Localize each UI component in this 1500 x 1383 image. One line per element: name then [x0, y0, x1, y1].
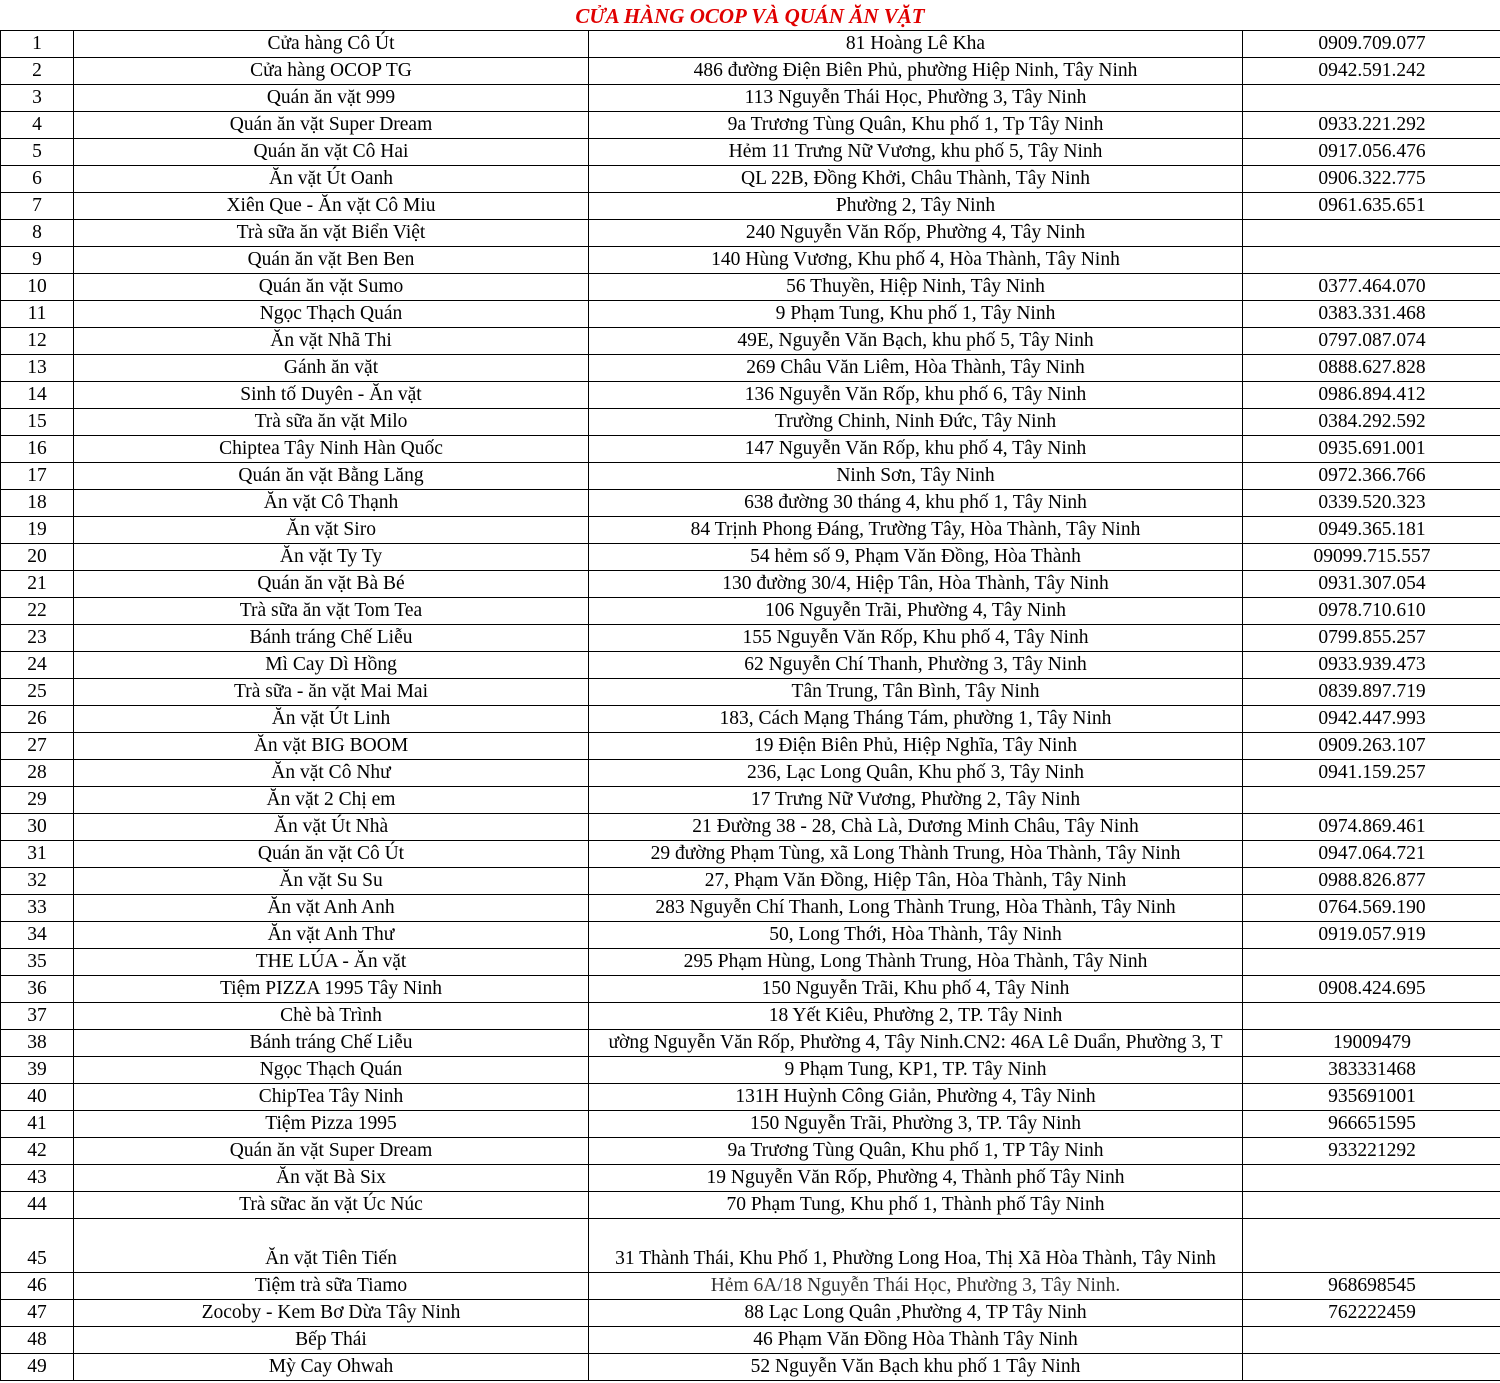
row-number-cell[interactable]: 15 — [1, 409, 74, 436]
store-name-cell[interactable]: Quán ăn vặt Super Dream — [74, 1138, 589, 1165]
row-number-cell[interactable]: 29 — [1, 787, 74, 814]
store-name-cell[interactable]: Quán ăn vặt Bà Bé — [74, 571, 589, 598]
store-name-cell[interactable]: Gánh ăn vặt — [74, 355, 589, 382]
phone-cell[interactable]: 0933.939.473 — [1243, 652, 1500, 679]
row-number-cell[interactable]: 6 — [1, 166, 74, 193]
phone-cell[interactable]: 383331468 — [1243, 1057, 1500, 1084]
address-cell[interactable]: 46 Phạm Văn Đồng Hòa Thành Tây Ninh — [589, 1327, 1243, 1354]
row-number-cell[interactable]: 35 — [1, 949, 74, 976]
row-number-cell[interactable]: 39 — [1, 1057, 74, 1084]
address-cell[interactable]: 62 Nguyễn Chí Thanh, Phường 3, Tây Ninh — [589, 652, 1243, 679]
store-name-cell[interactable]: Tiệm Pizza 1995 — [74, 1111, 589, 1138]
address-cell[interactable]: 106 Nguyễn Trãi, Phường 4, Tây Ninh — [589, 598, 1243, 625]
store-name-cell[interactable]: Ăn vặt Tiên Tiến — [74, 1219, 589, 1273]
store-name-cell[interactable]: Ăn vặt Út Oanh — [74, 166, 589, 193]
store-name-cell[interactable]: Cửa hàng OCOP TG — [74, 58, 589, 85]
table-row — [1, 139, 1500, 166]
row-number-cell[interactable]: 47 — [1, 1300, 74, 1327]
address-cell[interactable]: 18 Yết Kiêu, Phường 2, TP. Tây Ninh — [589, 1003, 1243, 1030]
address-cell[interactable]: 9a Trương Tùng Quân, Khu phố 1, Tp Tây Ninh — [589, 112, 1243, 139]
phone-cell[interactable]: 0839.897.719 — [1243, 679, 1500, 706]
table-row — [1, 922, 1500, 949]
address-cell[interactable]: Tân Trung, Tân Bình, Tây Ninh — [589, 679, 1243, 706]
phone-cell[interactable]: 0942.447.993 — [1243, 706, 1500, 733]
phone-cell[interactable]: 0917.056.476 — [1243, 139, 1500, 166]
phone-cell[interactable]: 0949.365.181 — [1243, 517, 1500, 544]
phone-cell[interactable]: 762222459 — [1243, 1300, 1500, 1327]
table-row — [1, 1219, 1500, 1273]
address-cell[interactable]: 269 Châu Văn Liêm, Hòa Thành, Tây Ninh — [589, 355, 1243, 382]
address-cell[interactable]: 84 Trịnh Phong Đáng, Trường Tây, Hòa Thành, Tây Ninh — [589, 517, 1243, 544]
phone-cell[interactable]: 0961.635.651 — [1243, 193, 1500, 220]
phone-cell[interactable]: 0906.322.775 — [1243, 166, 1500, 193]
phone-cell[interactable]: 0797.087.074 — [1243, 328, 1500, 355]
row-number-cell[interactable]: 3 — [1, 85, 74, 112]
row-number-cell[interactable]: 40 — [1, 1084, 74, 1111]
table-row — [1, 733, 1500, 760]
store-name-cell[interactable]: Ăn vặt 2 Chị em — [74, 787, 589, 814]
address-cell[interactable]: 9 Phạm Tung, KP1, TP. Tây Ninh — [589, 1057, 1243, 1084]
phone-cell[interactable]: 0339.520.323 — [1243, 490, 1500, 517]
row-number-cell[interactable]: 11 — [1, 301, 74, 328]
table-row — [1, 1165, 1500, 1192]
address-cell[interactable]: 19 Nguyễn Văn Rốp, Phường 4, Thành phố Tây Ninh — [589, 1165, 1243, 1192]
store-name-cell[interactable]: Quán ăn vặt Cô Út — [74, 841, 589, 868]
address-cell[interactable]: 486 đường Điện Biên Phủ, phường Hiệp Ninh, Tây Ninh — [589, 58, 1243, 85]
store-name-cell[interactable]: Chè bà Trình — [74, 1003, 589, 1030]
phone-cell[interactable]: 19009479 — [1243, 1030, 1500, 1057]
store-name-cell[interactable]: Ngọc Thạch Quán — [74, 301, 589, 328]
row-number-cell[interactable]: 25 — [1, 679, 74, 706]
phone-cell[interactable]: 0972.366.766 — [1243, 463, 1500, 490]
table-row — [1, 760, 1500, 787]
phone-cell[interactable]: 0941.159.257 — [1243, 760, 1500, 787]
phone-cell[interactable] — [1243, 949, 1500, 976]
table-row — [1, 1354, 1500, 1381]
row-number-cell[interactable]: 7 — [1, 193, 74, 220]
table-row — [1, 1057, 1500, 1084]
table-row — [1, 85, 1500, 112]
address-cell[interactable]: Hẻm 6A/18 Nguyễn Thái Học, Phường 3, Tây Ninh. — [589, 1273, 1243, 1300]
store-name-cell[interactable]: Trà sữac ăn vặt Úc Núc — [74, 1192, 589, 1219]
table-row — [1, 868, 1500, 895]
phone-cell[interactable]: 966651595 — [1243, 1111, 1500, 1138]
address-cell[interactable]: 136 Nguyễn Văn Rốp, khu phố 6, Tây Ninh — [589, 382, 1243, 409]
row-number-cell[interactable]: 46 — [1, 1273, 74, 1300]
table-row — [1, 652, 1500, 679]
sheet-title: CỬA HÀNG OCOP VÀ QUÁN ĂN VẶT — [575, 4, 925, 28]
store-name-cell[interactable]: Ăn vặt Siro — [74, 517, 589, 544]
table-row — [1, 598, 1500, 625]
phone-cell[interactable] — [1243, 1165, 1500, 1192]
address-cell[interactable]: 295 Phạm Hùng, Long Thành Trung, Hòa Thành, Tây Ninh — [589, 949, 1243, 976]
phone-cell[interactable]: 0978.710.610 — [1243, 598, 1500, 625]
phone-cell[interactable]: 0888.627.828 — [1243, 355, 1500, 382]
row-number-cell[interactable]: 17 — [1, 463, 74, 490]
table-row — [1, 409, 1500, 436]
table-row — [1, 1138, 1500, 1165]
row-number-cell[interactable]: 45 — [1, 1219, 74, 1273]
table-row — [1, 787, 1500, 814]
row-number-cell[interactable]: 1 — [1, 31, 74, 58]
address-cell[interactable]: QL 22B, Đồng Khởi, Châu Thành, Tây Ninh — [589, 166, 1243, 193]
store-name-cell[interactable]: Ăn vặt Bà Six — [74, 1165, 589, 1192]
row-number-cell[interactable]: 41 — [1, 1111, 74, 1138]
row-number-cell[interactable]: 20 — [1, 544, 74, 571]
store-name-cell[interactable]: Ăn vặt Út Linh — [74, 706, 589, 733]
store-name-cell[interactable]: Sinh tố Duyên - Ăn vặt — [74, 382, 589, 409]
store-name-cell[interactable]: Mì Cay Dì Hồng — [74, 652, 589, 679]
phone-cell[interactable]: 933221292 — [1243, 1138, 1500, 1165]
table-row — [1, 949, 1500, 976]
row-number-cell[interactable]: 48 — [1, 1327, 74, 1354]
row-number-cell[interactable]: 44 — [1, 1192, 74, 1219]
row-number-cell[interactable]: 19 — [1, 517, 74, 544]
address-cell[interactable]: 150 Nguyễn Trãi, Khu phố 4, Tây Ninh — [589, 976, 1243, 1003]
row-number-cell[interactable]: 34 — [1, 922, 74, 949]
table-row — [1, 166, 1500, 193]
row-number-cell[interactable]: 30 — [1, 814, 74, 841]
store-name-cell[interactable]: Ăn vặt BIG BOOM — [74, 733, 589, 760]
row-number-cell[interactable]: 37 — [1, 1003, 74, 1030]
row-number-cell[interactable]: 9 — [1, 247, 74, 274]
address-cell[interactable]: 155 Nguyễn Văn Rốp, Khu phố 4, Tây Ninh — [589, 625, 1243, 652]
store-name-cell[interactable]: Ăn vặt Anh Thư — [74, 922, 589, 949]
table-row — [1, 220, 1500, 247]
table-row — [1, 436, 1500, 463]
table-row — [1, 1273, 1500, 1300]
row-number-cell[interactable]: 16 — [1, 436, 74, 463]
table-row — [1, 463, 1500, 490]
store-name-cell[interactable]: Quán ăn vặt Cô Hai — [74, 139, 589, 166]
address-cell[interactable]: 19 Điện Biên Phủ, Hiệp Nghĩa, Tây Ninh — [589, 733, 1243, 760]
address-cell[interactable]: 17 Trưng Nữ Vương, Phường 2, Tây Ninh — [589, 787, 1243, 814]
table-row — [1, 571, 1500, 598]
row-number-cell[interactable]: 5 — [1, 139, 74, 166]
phone-cell[interactable]: 0764.569.190 — [1243, 895, 1500, 922]
row-number-cell[interactable]: 42 — [1, 1138, 74, 1165]
table-row — [1, 1030, 1500, 1057]
phone-cell[interactable]: 0799.855.257 — [1243, 625, 1500, 652]
store-name-cell[interactable]: Mỳ Cay Ohwah — [74, 1354, 589, 1381]
table-row — [1, 679, 1500, 706]
row-number-cell[interactable]: 23 — [1, 625, 74, 652]
row-number-cell[interactable]: 22 — [1, 598, 74, 625]
store-name-cell[interactable]: Quán ăn vặt Ben Ben — [74, 247, 589, 274]
store-name-cell[interactable]: Xiên Que - Ăn vặt Cô Miu — [74, 193, 589, 220]
phone-cell[interactable] — [1243, 787, 1500, 814]
store-name-cell[interactable]: Ăn vặt Su Su — [74, 868, 589, 895]
table-row — [1, 382, 1500, 409]
row-number-cell[interactable]: 8 — [1, 220, 74, 247]
address-cell[interactable]: 236, Lạc Long Quân, Khu phố 3, Tây Ninh — [589, 760, 1243, 787]
phone-cell[interactable] — [1243, 1219, 1500, 1273]
address-cell[interactable]: 27, Phạm Văn Đồng, Hiệp Tân, Hòa Thành, Tây Ninh — [589, 868, 1243, 895]
address-cell[interactable]: Ninh Sơn, Tây Ninh — [589, 463, 1243, 490]
address-cell[interactable]: 147 Nguyễn Văn Rốp, khu phố 4, Tây Ninh — [589, 436, 1243, 463]
table-row — [1, 544, 1500, 571]
address-cell[interactable]: 140 Hùng Vương, Khu phố 4, Hòa Thành, Tây Ninh — [589, 247, 1243, 274]
store-name-cell[interactable]: Quán ăn vặt Bằng Lăng — [74, 463, 589, 490]
table-row — [1, 247, 1500, 274]
table-row — [1, 1084, 1500, 1111]
table-row — [1, 814, 1500, 841]
address-cell[interactable]: 9a Trương Tùng Quân, Khu phố 1, TP Tây Ninh — [589, 1138, 1243, 1165]
store-name-cell[interactable]: Bánh tráng Chế Liễu — [74, 625, 589, 652]
table-row — [1, 31, 1500, 58]
store-name-cell[interactable]: Zocoby - Kem Bơ Dừa Tây Ninh — [74, 1300, 589, 1327]
row-number-cell[interactable]: 10 — [1, 274, 74, 301]
address-cell[interactable]: 54 hẻm số 9, Phạm Văn Đồng, Hòa Thành — [589, 544, 1243, 571]
row-number-cell[interactable]: 31 — [1, 841, 74, 868]
phone-cell[interactable]: 968698545 — [1243, 1273, 1500, 1300]
table-row — [1, 1111, 1500, 1138]
row-number-cell[interactable]: 27 — [1, 733, 74, 760]
phone-cell[interactable]: 935691001 — [1243, 1084, 1500, 1111]
phone-cell[interactable]: 0909.263.107 — [1243, 733, 1500, 760]
address-cell[interactable]: 52 Nguyễn Văn Bạch khu phố 1 Tây Ninh — [589, 1354, 1243, 1381]
phone-cell[interactable]: 0986.894.412 — [1243, 382, 1500, 409]
row-number-cell[interactable]: 33 — [1, 895, 74, 922]
phone-cell[interactable] — [1243, 85, 1500, 112]
row-number-cell[interactable]: 36 — [1, 976, 74, 1003]
phone-cell[interactable]: 0383.331.468 — [1243, 301, 1500, 328]
row-number-cell[interactable]: 18 — [1, 490, 74, 517]
store-table — [0, 30, 1500, 1381]
store-name-cell[interactable]: ChipTea Tây Ninh — [74, 1084, 589, 1111]
address-cell[interactable]: 240 Nguyễn Văn Rốp, Phường 4, Tây Ninh — [589, 220, 1243, 247]
address-cell[interactable]: Trường Chinh, Ninh Đức, Tây Ninh — [589, 409, 1243, 436]
store-name-cell[interactable]: Quán ăn vặt Super Dream — [74, 112, 589, 139]
address-cell[interactable]: 81 Hoàng Lê Kha — [589, 31, 1243, 58]
phone-cell[interactable] — [1243, 1354, 1500, 1381]
row-number-cell[interactable]: 32 — [1, 868, 74, 895]
address-cell[interactable]: ường Nguyễn Văn Rốp, Phường 4, Tây Ninh.CN2: 46A Lê Duẩn, Phường 3, T — [589, 1030, 1243, 1057]
address-cell[interactable]: 50, Long Thới, Hòa Thành, Tây Ninh — [589, 922, 1243, 949]
table-row — [1, 490, 1500, 517]
store-name-cell[interactable]: Ăn vặt Út Nhà — [74, 814, 589, 841]
phone-cell[interactable]: 0933.221.292 — [1243, 112, 1500, 139]
row-number-cell[interactable]: 38 — [1, 1030, 74, 1057]
address-cell[interactable]: 49E, Nguyễn Văn Bạch, khu phố 5, Tây Ninh — [589, 328, 1243, 355]
row-number-cell[interactable]: 24 — [1, 652, 74, 679]
row-number-cell[interactable]: 26 — [1, 706, 74, 733]
store-name-cell[interactable]: Trà sữa ăn vặt Tom Tea — [74, 598, 589, 625]
address-cell[interactable]: 131H Huỳnh Công Giản, Phường 4, Tây Ninh — [589, 1084, 1243, 1111]
address-cell[interactable]: 130 đường 30/4, Hiệp Tân, Hòa Thành, Tây Ninh — [589, 571, 1243, 598]
phone-cell[interactable]: 0935.691.001 — [1243, 436, 1500, 463]
table-row — [1, 112, 1500, 139]
row-number-cell[interactable]: 14 — [1, 382, 74, 409]
store-name-cell[interactable]: Trà sữa ăn vặt Biển Việt — [74, 220, 589, 247]
store-name-cell[interactable]: Chiptea Tây Ninh Hàn Quốc — [74, 436, 589, 463]
table-row — [1, 706, 1500, 733]
store-name-cell[interactable]: Quán ăn vặt Sumo — [74, 274, 589, 301]
phone-cell[interactable]: 0377.464.070 — [1243, 274, 1500, 301]
address-cell[interactable]: 29 đường Phạm Tùng, xã Long Thành Trung, Hòa Thành, Tây Ninh — [589, 841, 1243, 868]
address-cell[interactable]: 638 đường 30 tháng 4, khu phố 1, Tây Ninh — [589, 490, 1243, 517]
store-name-cell[interactable]: Trà sữa ăn vặt Milo — [74, 409, 589, 436]
phone-cell[interactable] — [1243, 220, 1500, 247]
table-row — [1, 841, 1500, 868]
table-row — [1, 976, 1500, 1003]
phone-cell[interactable]: 0384.292.592 — [1243, 409, 1500, 436]
store-name-cell[interactable]: Ăn vặt Nhã Thi — [74, 328, 589, 355]
store-name-cell[interactable]: Ăn vặt Cô Thạnh — [74, 490, 589, 517]
address-cell[interactable]: 113 Nguyễn Thái Học, Phường 3, Tây Ninh — [589, 85, 1243, 112]
row-number-cell[interactable]: 4 — [1, 112, 74, 139]
phone-cell[interactable]: 0974.869.461 — [1243, 814, 1500, 841]
phone-cell[interactable]: 0947.064.721 — [1243, 841, 1500, 868]
phone-cell[interactable]: 0988.826.877 — [1243, 868, 1500, 895]
store-name-cell[interactable]: Bếp Thái — [74, 1327, 589, 1354]
table-row — [1, 355, 1500, 382]
phone-cell[interactable] — [1243, 1327, 1500, 1354]
phone-cell[interactable]: 0919.057.919 — [1243, 922, 1500, 949]
row-number-cell[interactable]: 49 — [1, 1354, 74, 1381]
table-row — [1, 1003, 1500, 1030]
store-name-cell[interactable]: Quán ăn vặt 999 — [74, 85, 589, 112]
table-row — [1, 625, 1500, 652]
row-number-cell[interactable]: 43 — [1, 1165, 74, 1192]
phone-cell[interactable] — [1243, 1003, 1500, 1030]
phone-cell[interactable] — [1243, 1192, 1500, 1219]
store-name-cell[interactable]: Trà sữa - ăn vặt Mai Mai — [74, 679, 589, 706]
address-cell[interactable]: 9 Phạm Tung, Khu phố 1, Tây Ninh — [589, 301, 1243, 328]
row-number-cell[interactable]: 2 — [1, 58, 74, 85]
address-cell[interactable]: 183, Cách Mạng Tháng Tám, phường 1, Tây Ninh — [589, 706, 1243, 733]
table-row — [1, 895, 1500, 922]
store-table-body — [1, 31, 1500, 1381]
store-name-cell[interactable]: Ăn vặt Anh Anh — [74, 895, 589, 922]
address-cell[interactable]: 70 Phạm Tung, Khu phố 1, Thành phố Tây Ninh — [589, 1192, 1243, 1219]
table-row — [1, 274, 1500, 301]
address-cell[interactable]: Phường 2, Tây Ninh — [589, 193, 1243, 220]
table-row — [1, 517, 1500, 544]
store-name-cell[interactable]: Ngọc Thạch Quán — [74, 1057, 589, 1084]
address-cell[interactable]: Hẻm 11 Trưng Nữ Vương, khu phố 5, Tây Ninh — [589, 139, 1243, 166]
address-cell[interactable]: 150 Nguyễn Trãi, Phường 3, TP. Tây Ninh — [589, 1111, 1243, 1138]
address-cell[interactable]: 21 Đường 38 - 28, Chà Là, Dương Minh Châu, Tây Ninh — [589, 814, 1243, 841]
address-cell[interactable]: 56 Thuyền, Hiệp Ninh, Tây Ninh — [589, 274, 1243, 301]
table-row — [1, 58, 1500, 85]
phone-cell[interactable]: 0931.307.054 — [1243, 571, 1500, 598]
table-row — [1, 1327, 1500, 1354]
phone-cell[interactable] — [1243, 247, 1500, 274]
store-name-cell[interactable]: Tiệm trà sữa Tiamo — [74, 1273, 589, 1300]
store-name-cell[interactable]: Cửa hàng Cô Út — [74, 31, 589, 58]
store-name-cell[interactable]: Bánh tráng Chế Liễu — [74, 1030, 589, 1057]
row-number-cell[interactable]: 21 — [1, 571, 74, 598]
phone-cell[interactable]: 0942.591.242 — [1243, 58, 1500, 85]
store-name-cell[interactable]: Ăn vặt Cô Như — [74, 760, 589, 787]
store-name-cell[interactable]: Ăn vặt Ty Ty — [74, 544, 589, 571]
row-number-cell[interactable]: 13 — [1, 355, 74, 382]
table-row — [1, 328, 1500, 355]
store-name-cell[interactable]: THE LÚA - Ăn vặt — [74, 949, 589, 976]
store-name-cell[interactable]: Tiệm PIZZA 1995 Tây Ninh — [74, 976, 589, 1003]
row-number-cell[interactable]: 28 — [1, 760, 74, 787]
address-cell[interactable]: 31 Thành Thái, Khu Phố 1, Phường Long Hoa, Thị Xã Hòa Thành, Tây Ninh — [589, 1219, 1243, 1273]
phone-cell[interactable]: 09099.715.557 — [1243, 544, 1500, 571]
phone-cell[interactable]: 0908.424.695 — [1243, 976, 1500, 1003]
table-row — [1, 1192, 1500, 1219]
phone-cell[interactable]: 0909.709.077 — [1243, 31, 1500, 58]
table-row — [1, 1300, 1500, 1327]
table-row — [1, 301, 1500, 328]
table-row — [1, 193, 1500, 220]
address-cell[interactable]: 283 Nguyễn Chí Thanh, Long Thành Trung, Hòa Thành, Tây Ninh — [589, 895, 1243, 922]
address-cell[interactable]: 88 Lạc Long Quân ,Phường 4, TP Tây Ninh — [589, 1300, 1243, 1327]
row-number-cell[interactable]: 12 — [1, 328, 74, 355]
